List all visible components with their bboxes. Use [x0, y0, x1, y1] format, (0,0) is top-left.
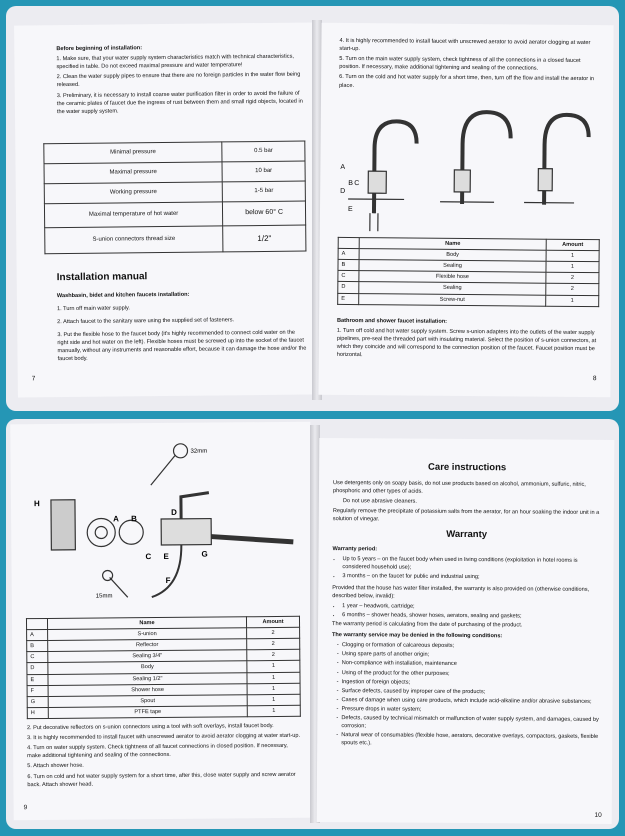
diagram-label: D — [340, 187, 346, 195]
page-7 — [14, 22, 318, 397]
spec-value: 0.5 bar — [222, 141, 305, 162]
part-amount: 1 — [247, 683, 300, 695]
diagram-label: G — [201, 549, 208, 559]
install-item: 6. Turn on the cold and hot water supply for a short time, then, turn off the flow and install the aerator in place. — [339, 74, 595, 89]
parts-table — [337, 237, 600, 307]
install-item: 5. Turn on the main water supply system, check tightness of all the connections in a closed faucet position. If necessary, make additional tightening and sealing of the connections. — [339, 56, 581, 72]
diagram-label: E — [347, 205, 353, 214]
shower-faucet-diagram — [30, 436, 302, 613]
list-item: • 3 months – on the faucet for public and industrial using; — [342, 573, 600, 583]
list-item: - Pressure drops in water system; — [341, 705, 599, 715]
col-header-amount: Amount — [546, 239, 599, 251]
list-item: - Clogging or formation of calcareous deposits; — [342, 641, 600, 651]
list-item: - Non-compliance with installation, maintenance — [342, 660, 600, 670]
part-letter: H — [27, 707, 48, 718]
list-item: - Defects, caused by technical mismatch or malfunction of water supply system, and damages, caused by corrosion; — [341, 714, 599, 732]
warranty-period-heading: Warranty period: — [332, 546, 378, 553]
care-item: Do not use abrasive cleaners. — [342, 498, 417, 505]
denied-list — [331, 641, 600, 749]
part-letter: B — [338, 260, 359, 271]
part-name: Body — [359, 249, 546, 262]
spec-value: 1-5 bar — [222, 181, 305, 202]
part-amount: 2 — [546, 273, 599, 285]
diagram-label: C — [354, 180, 360, 188]
part-name: Screw-nut — [359, 293, 546, 306]
part-name: PTFE tape — [48, 706, 247, 719]
part-letter: C — [27, 652, 48, 663]
diagram-label: B — [131, 514, 137, 524]
part-name: Spout — [48, 695, 247, 708]
page-number: 7 — [31, 374, 36, 382]
table-row — [338, 293, 599, 306]
care-item: Regularly remove the precipitate of potassium salts from the aerator, for an hour soaking the indoor unit in a solution of vinegar. — [332, 508, 600, 523]
col-header-name: Name — [359, 238, 546, 251]
part-letter: D — [27, 663, 48, 674]
before-item: 2. Clean the water supply pipes to ensure that there are no foreign particles in the water flow being released. — [56, 71, 301, 89]
part-letter: A — [27, 630, 48, 641]
wrench-size-label: 32mm — [190, 448, 208, 455]
calc-text: The warranty period is calculating from the date of purchasing of the product. — [332, 621, 523, 629]
part-letter: B — [27, 641, 48, 652]
top-spread-photo — [6, 6, 619, 411]
page-9 — [10, 422, 313, 821]
list-item: • Up to 5 years – on the faucet body when used in living conditions (exploitation in hotel rooms is considered household use); — [342, 555, 600, 573]
filter-list — [332, 602, 600, 621]
part-amount: 1 — [247, 661, 300, 673]
bath-text: 1. Turn off cold and hot water supply system. Screw s-union adapters into the outlets of the water supply pipelines, pre-seal the threaded part with insulating material. Select the position of s-union connectors, at which they coincide and will correspond to the connection position of the faucet. Faucet position must be horizontal. — [336, 327, 597, 359]
install-item: 5. Attach shower hose. — [27, 763, 84, 770]
install-item: 4. Turn on water supply system. Check tightness of all faucet connections in closed position. If necessary, make additional tightening and sealing of the connections. — [27, 743, 288, 760]
part-name: Sealing — [359, 282, 546, 295]
part-amount: 1 — [546, 261, 599, 273]
part-name: S-union — [48, 628, 247, 641]
faucet-diagram — [334, 93, 605, 235]
install-item: 4. It is highly recommended to install faucet with unscrewed aerator to avoid aerator clogging at water start-up. — [339, 37, 591, 53]
part-letter: A — [338, 248, 359, 259]
part-amount: 1 — [546, 250, 599, 262]
spec-label: S-union connectors thread size — [45, 226, 223, 254]
install-item: 2. Attach faucet to the sanitary ware using the supplied set of fasteners. — [57, 317, 235, 325]
part-letter: E — [338, 293, 359, 304]
diagram-label: B — [348, 179, 353, 188]
filter-text: Provided that the house has water filter installed, the warranty is also provided on (otherwise conditions, described below, invalid): — [332, 584, 590, 600]
part-name: Sealing 3/4" — [48, 650, 247, 663]
page-10 — [317, 438, 615, 824]
part-letter: G — [27, 696, 48, 707]
install-subheading: Washbasin, bidet and kitchen faucets installation: — [56, 291, 190, 299]
part-amount: 1 — [247, 694, 300, 706]
spec-label: Minimal pressure — [44, 142, 222, 164]
spec-label: Maximal pressure — [44, 162, 222, 184]
part-amount: 1 — [247, 672, 300, 684]
diagram-label: A — [340, 163, 346, 171]
denied-heading: The warranty service may be denied in the following conditions: — [331, 632, 503, 640]
part-amount: 1 — [247, 705, 300, 717]
list-item: - Cases of damage when using care products, which include acid-alkaline and/or abrasive substances; — [341, 696, 599, 706]
list-item: • 6 months – shower heads, shower hoses, aerators, sealing and gaskets; — [342, 611, 600, 621]
part-letter: D — [338, 282, 359, 293]
before-item: 1. Make sure, that your water supply system characteristics match with technical characteristics, specified in table. Do not exceed maximal pressure and water temperature! — [56, 53, 294, 71]
part-amount: 1 — [546, 295, 599, 307]
spec-value: 10 bar — [222, 161, 305, 182]
list-item: - Natural wear of consumables (flexible hose, aerators, decorative overlays, compactors, gaskets, flexible spouts etc.). — [341, 731, 599, 749]
install-title: Installation manual — [56, 271, 148, 284]
page-8 — [318, 23, 613, 398]
list-item: • 1 year – headwork, cartridge; — [342, 602, 600, 612]
spec-value: 1/2" — [223, 225, 306, 252]
page-number: 8 — [592, 374, 597, 382]
part-amount: 2 — [247, 639, 300, 651]
bottom-spread-photo — [6, 419, 619, 829]
part-letter: C — [338, 271, 359, 282]
list-item: - Surface defects, caused by improper care of the products; — [342, 687, 600, 697]
part-letter: F — [27, 685, 48, 696]
list-item: - Ingestion of foreign objects; — [342, 678, 600, 688]
page-number: 9 — [23, 803, 28, 811]
before-item: 3. Preliminary, it is necessary to install coarse water purification filter in order to avoid the failure of the ceramic plates of faucet due the ingress of rust between them and small rigid objects, located in the water supply system. — [56, 90, 303, 115]
table-row — [27, 705, 300, 718]
care-title: Care instructions — [428, 461, 507, 474]
spanner-size-label: 15mm — [95, 593, 113, 600]
page-number: 10 — [594, 811, 602, 819]
spec-table — [43, 141, 306, 255]
list-item: - Using spare parts of another origin; — [342, 650, 600, 660]
parts-table — [26, 616, 301, 719]
list-item: - Using of the product for the other purposes; — [342, 669, 600, 679]
part-name: Sealing — [359, 260, 546, 273]
part-name: Sealing 1/2" — [48, 672, 247, 685]
part-name: Reflector — [48, 639, 247, 652]
diagram-label: E — [163, 551, 169, 561]
warranty-period-list — [332, 555, 600, 582]
install-item: 6. Turn on cold and hot water supply system for a short time, after this, close water supply and screw aerator back. Attach shower head. — [27, 771, 296, 788]
part-name: Shower hose — [48, 683, 247, 696]
part-name: Body — [48, 661, 247, 674]
before-heading: Before beginning of installation: — [56, 45, 143, 53]
spec-label: Working pressure — [44, 182, 222, 204]
diagram-label: H — [33, 499, 40, 509]
part-name: Flexible hose — [359, 271, 546, 284]
spec-value: below 60° C — [223, 201, 306, 226]
install-item: 3. Put the flexible hose to the faucet body (it's highly recommended to connect cold water on the right side and hot water on the left). Flexible hoses must be screwed up into the socket of the faucet manually, without any instruments and reasonable effort, because it can damage the hose and/or the faucet body. — [57, 329, 307, 363]
install-item: 3. It is highly recommended to install faucet with unscrewed aerator to avoid aerator clogging at water start-up. — [26, 732, 301, 742]
bath-heading: Bathroom and shower faucet installation: — [337, 317, 448, 325]
diagram-label: C — [145, 552, 152, 562]
part-amount: 2 — [546, 284, 599, 296]
diagram-label: A — [113, 514, 119, 524]
part-amount: 2 — [247, 627, 300, 639]
col-header-amount: Amount — [246, 616, 299, 628]
care-item: Use detergents only on soapy basis, do not use products based on alcohol, ammonium, sulfuric, nitric, phosphoric and other types of acids. — [332, 479, 586, 495]
col-header-name: Name — [47, 617, 246, 630]
part-letter: E — [27, 674, 48, 685]
install-item: 2. Put decorative reflectors on s-union connectors using a tool with soft overlays, install faucet body. — [26, 723, 274, 732]
spec-label: Maximal temperature of hot water — [44, 202, 222, 228]
part-amount: 2 — [247, 650, 300, 662]
install-item: 1. Turn off main water supply. — [56, 304, 130, 312]
diagram-label: D — [171, 507, 177, 517]
warranty-title: Warranty — [446, 529, 488, 541]
diagram-label: F — [165, 575, 171, 585]
